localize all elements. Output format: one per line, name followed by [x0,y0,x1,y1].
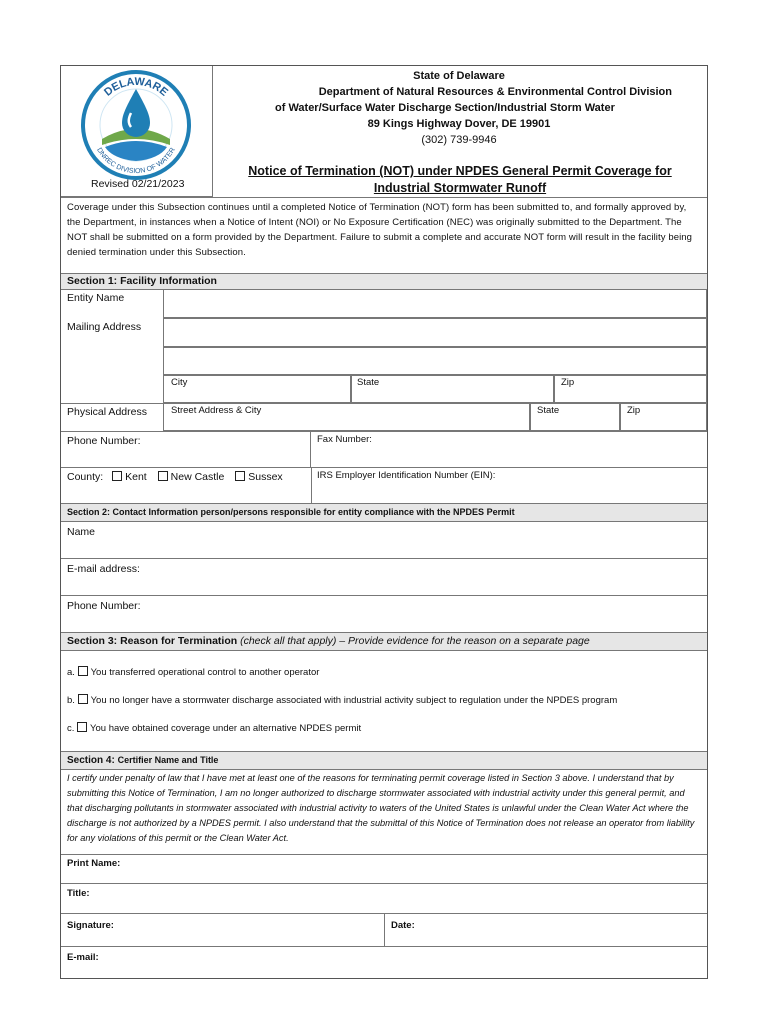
form-title-line-2: Industrial Stormwater Runoff [373,181,547,195]
logo-top-text: DELAWARE [102,75,170,99]
mailing-state-field[interactable] [351,375,554,403]
ein-field[interactable] [311,467,707,503]
contact-phone-label: Phone Number: [67,600,141,612]
mailing-city-field[interactable] [163,375,351,403]
certifier-email-field[interactable] [61,947,707,978]
physical-zip-label: Zip [627,405,641,416]
reason-a-prefix: a. [67,667,75,678]
mailing-zip-field[interactable] [554,375,707,403]
county-sussex[interactable] [235,471,282,483]
notice-of-termination-form [60,65,708,979]
section-3-title-italic: (check all that apply) – Provide evidence for the reason on a separate page [237,635,590,647]
title-label: Title: [67,888,90,899]
fax-number-field[interactable] [311,431,707,467]
ein-label: IRS Employer Identification Number (EIN): [317,470,496,481]
mailing-zip-label: Zip [561,377,575,388]
section-4-title-bold: Section 4: [67,755,118,766]
fax-number-label: Fax Number: [317,434,372,445]
entity-name-field[interactable] [163,289,707,318]
physical-state-label: State [537,405,560,416]
mailing-address-line-1[interactable] [163,318,707,347]
form-title [213,163,707,197]
kent-label: Kent [125,471,147,483]
certification-statement: I certify under penalty of law that I have met at least one of the reasons for terminating permit coverage listed in Section 3 above. I understand that by submitting this Notice of Termination, I am no longer authorized to discharge stormwater associated with industrial activity under this general permit, and that discharging pollutants in stormwater associated with industrial activity to waters of the United States is unlawful under the Clean Water Act where the discharge is not authorized by a NPDES permit. I also understand that the submittal of this Notice of Termination does not release an operator from liability for any violations of this permit or the Clean Water Act. [67,773,695,843]
form-title-line-1: Notice of Termination (NOT) under NPDES General Permit Coverage for [248,164,672,178]
section-3-title [67,635,590,647]
new-castle-label: New Castle [170,471,225,483]
section-1-title: Section 1: Facility Information [67,275,217,287]
section-4-title [67,755,218,766]
reason-c-text: You have obtained coverage under an alternative NPDES permit [90,723,362,734]
date-label: Date: [391,920,415,931]
contact-phone-field[interactable] [61,596,707,632]
contact-email-field[interactable] [61,559,707,596]
state-name: State of Delaware [413,70,505,82]
agency-header [221,68,697,148]
mailing-address-line-2[interactable] [163,347,707,375]
sussex-checkbox[interactable] [235,471,245,481]
kent-checkbox[interactable] [112,471,122,481]
section-3-header [61,632,707,651]
physical-street-label: Street Address & City [171,405,262,416]
section-2-title: Section 2: Contact Information person/persons responsible for entity compliance with the NPDES Permit [67,507,515,517]
new-castle-checkbox[interactable] [158,471,168,481]
section-1-header [61,273,707,290]
signature-field[interactable] [61,914,385,947]
reason-b-checkbox[interactable] [78,694,88,704]
section-3-title-bold: Section 3: Reason for Termination [67,635,238,647]
logo-bottom-text: DNREC DIVISION OF WATER [95,146,177,176]
date-field[interactable] [385,914,707,947]
contact-name-label: Name [67,526,96,538]
contact-name-field[interactable] [61,522,707,559]
phone-number-label: Phone Number: [67,435,141,447]
phone-number-field[interactable] [61,431,311,467]
physical-address-label: Physical Address [67,406,147,418]
print-name-label: Print Name: [67,858,121,869]
email-label: E-mail: [67,952,99,963]
section-2-header [61,503,707,522]
revised-date: Revised 02/21/2023 [91,178,185,190]
mailing-address-label: Mailing Address [67,321,142,333]
title-field[interactable] [61,884,707,914]
section-4-title-rest: Certifier Name and Title [117,755,219,765]
sussex-label: Sussex [248,471,283,483]
department-line-1: Department of Natural Resources & Environmental Control Division [318,86,672,98]
county-label: County: [67,471,104,483]
reason-b-prefix: b. [67,695,75,706]
reason-b-text: You no longer have a stormwater discharge associated with industrial activity subject to regulation under the NPDES program [90,695,618,706]
reason-c-prefix: c. [67,723,75,734]
department-line-2: of Water/Surface Water Discharge Section/Industrial Storm Water [275,102,615,114]
county-row [67,471,283,483]
contact-email-label: E-mail address: [67,563,140,575]
agency-phone: (302) 739-9946 [421,134,497,146]
reason-option-a[interactable] [67,666,319,678]
reason-c-checkbox[interactable] [77,722,87,732]
mailing-state-label: State [357,377,380,388]
reason-option-b[interactable] [67,694,617,706]
reason-a-text: You transferred operational control to another operator [90,667,320,678]
intro-paragraph: Coverage under this Subsection continues until a completed Notice of Termination (NOT) form has been submitted to, and formally approved by, the Department, in instances when a Notice of Intent (NOI) or No Exposure Certification (NEC) was originally submitted to the Department. The NOT shall be submitted on a form provided by the Department. Failure to submit a complete and accurate NOT form will result in the facility being denied termination under this Subsection. [67,202,693,258]
entity-name-label: Entity Name [67,292,125,304]
reason-option-c[interactable] [67,722,361,734]
county-new-castle[interactable] [158,471,225,483]
signature-label: Signature: [67,920,114,931]
county-kent[interactable] [112,471,147,483]
mailing-city-label: City [171,377,188,388]
section-4-header [61,751,707,770]
reason-a-checkbox[interactable] [78,666,88,676]
agency-address: 89 Kings Highway Dover, DE 19901 [367,118,551,130]
print-name-field[interactable] [61,854,707,884]
